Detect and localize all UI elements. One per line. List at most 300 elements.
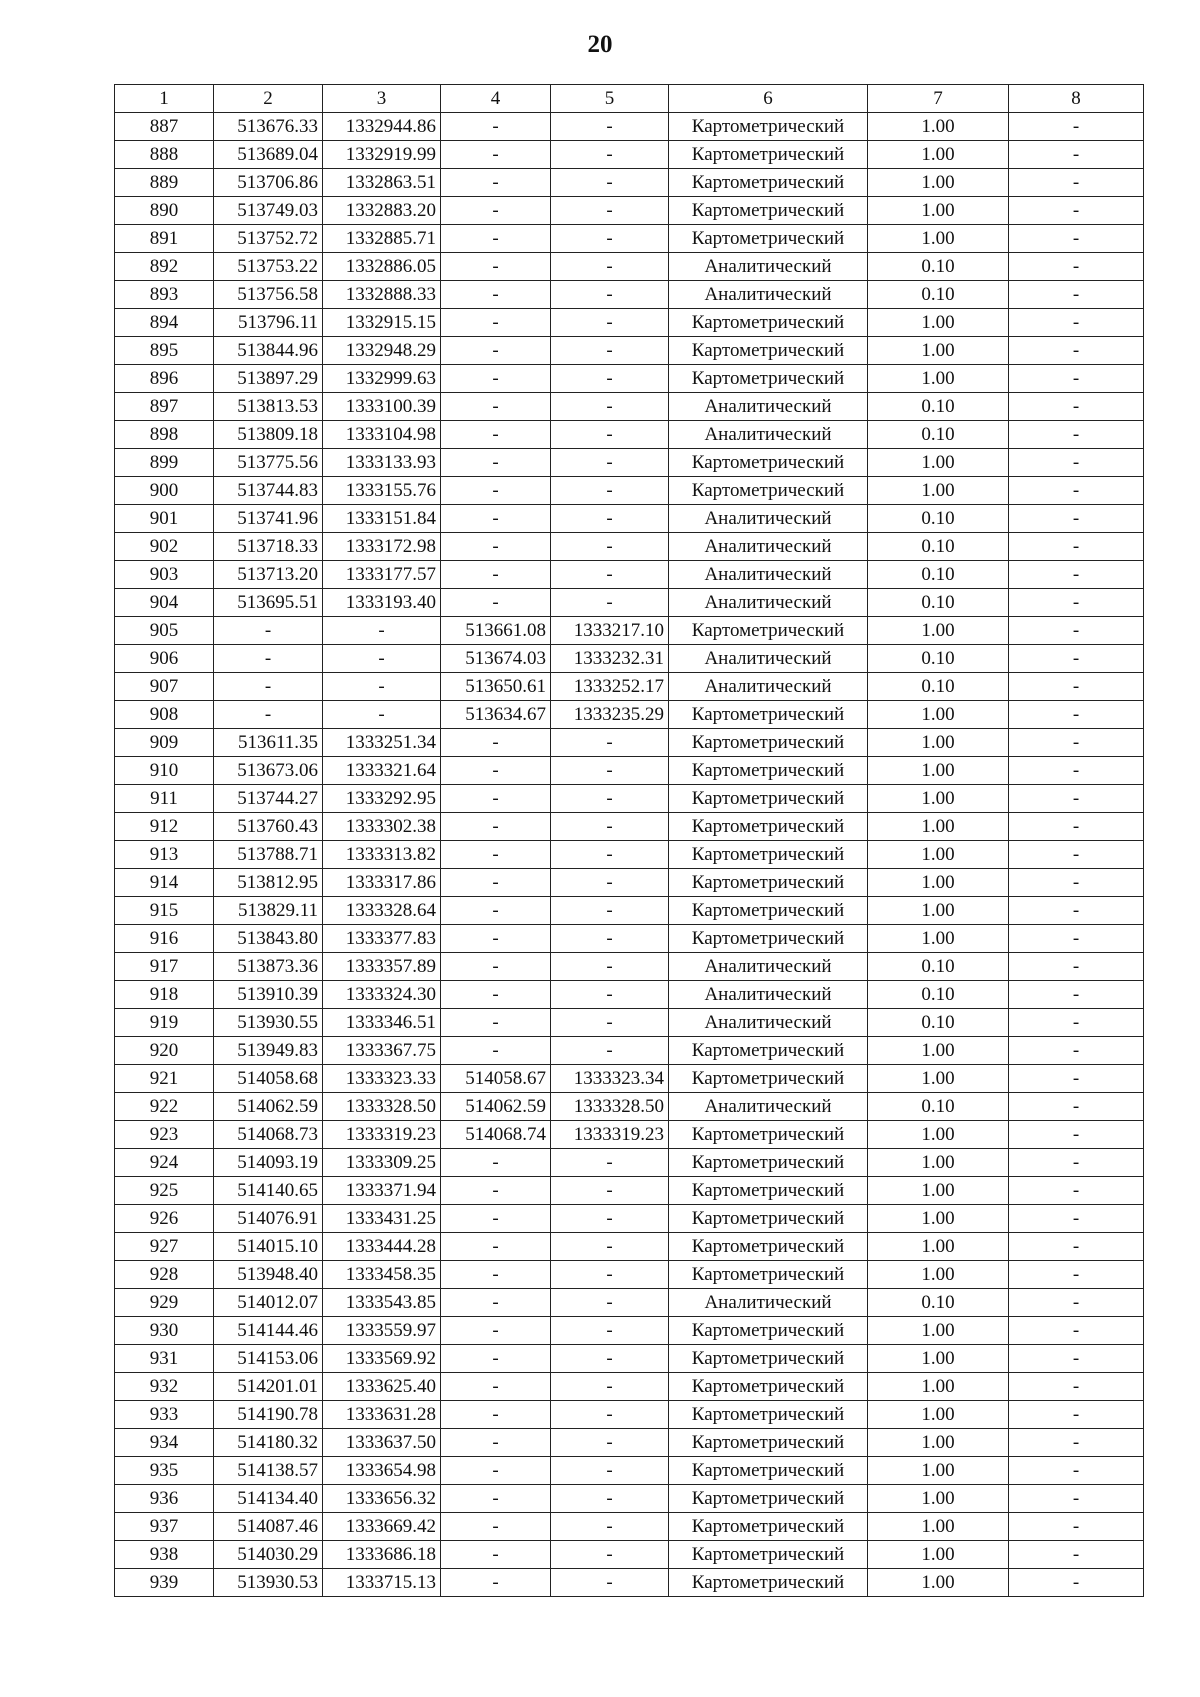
table-row bbox=[115, 1177, 1144, 1205]
y-coordinate-cell: 1333656.32 bbox=[323, 1485, 441, 1513]
y-new-coordinate-cell: - bbox=[551, 1009, 669, 1037]
y-coordinate-cell: 1333654.98 bbox=[323, 1457, 441, 1485]
table-row bbox=[115, 449, 1144, 477]
x-new-coordinate-cell: - bbox=[441, 449, 551, 477]
x-new-coordinate-cell: - bbox=[441, 113, 551, 141]
y-new-coordinate-cell: - bbox=[551, 141, 669, 169]
x-coordinate-cell: 514058.68 bbox=[214, 1065, 323, 1093]
x-coordinate-cell: 514093.19 bbox=[214, 1149, 323, 1177]
x-coordinate-cell: 514144.46 bbox=[214, 1317, 323, 1345]
x-coordinate-cell: 513752.72 bbox=[214, 225, 323, 253]
table-body bbox=[115, 113, 1144, 1597]
x-new-coordinate-cell: - bbox=[441, 1513, 551, 1541]
method-cell: Картометрический bbox=[669, 729, 868, 757]
x-coordinate-cell: 513689.04 bbox=[214, 141, 323, 169]
accuracy-cell: 0.10 bbox=[868, 533, 1009, 561]
method-cell: Аналитический bbox=[669, 1009, 868, 1037]
table-row bbox=[115, 113, 1144, 141]
point-number-cell: 893 bbox=[115, 281, 214, 309]
column-header: 2 bbox=[214, 85, 323, 113]
note-cell: - bbox=[1009, 253, 1144, 281]
note-cell: - bbox=[1009, 449, 1144, 477]
y-coordinate-cell: 1333458.35 bbox=[323, 1261, 441, 1289]
method-cell: Картометрический bbox=[669, 841, 868, 869]
x-coordinate-cell: 513930.55 bbox=[214, 1009, 323, 1037]
y-coordinate-cell: 1333328.50 bbox=[323, 1093, 441, 1121]
method-cell: Картометрический bbox=[669, 1177, 868, 1205]
table-row bbox=[115, 1093, 1144, 1121]
note-cell: - bbox=[1009, 869, 1144, 897]
y-new-coordinate-cell: - bbox=[551, 533, 669, 561]
accuracy-cell: 1.00 bbox=[868, 1205, 1009, 1233]
method-cell: Картометрический bbox=[669, 1569, 868, 1597]
x-coordinate-cell: 513676.33 bbox=[214, 113, 323, 141]
x-coordinate-cell: 513949.83 bbox=[214, 1037, 323, 1065]
x-new-coordinate-cell: - bbox=[441, 953, 551, 981]
x-coordinate-cell: 514190.78 bbox=[214, 1401, 323, 1429]
note-cell: - bbox=[1009, 421, 1144, 449]
x-new-coordinate-cell: - bbox=[441, 141, 551, 169]
table-row bbox=[115, 309, 1144, 337]
point-number-cell: 928 bbox=[115, 1261, 214, 1289]
y-coordinate-cell: 1333321.64 bbox=[323, 757, 441, 785]
accuracy-cell: 1.00 bbox=[868, 365, 1009, 393]
x-coordinate-cell: 514087.46 bbox=[214, 1513, 323, 1541]
y-new-coordinate-cell: - bbox=[551, 449, 669, 477]
y-coordinate-cell: 1333324.30 bbox=[323, 981, 441, 1009]
point-number-cell: 898 bbox=[115, 421, 214, 449]
accuracy-cell: 0.10 bbox=[868, 421, 1009, 449]
table-row bbox=[115, 813, 1144, 841]
x-new-coordinate-cell: - bbox=[441, 1317, 551, 1345]
y-new-coordinate-cell: - bbox=[551, 225, 669, 253]
y-new-coordinate-cell: - bbox=[551, 953, 669, 981]
y-new-coordinate-cell: 1333328.50 bbox=[551, 1093, 669, 1121]
method-cell: Аналитический bbox=[669, 953, 868, 981]
x-coordinate-cell: 514076.91 bbox=[214, 1205, 323, 1233]
method-cell: Картометрический bbox=[669, 225, 868, 253]
note-cell: - bbox=[1009, 113, 1144, 141]
y-coordinate-cell: 1332919.99 bbox=[323, 141, 441, 169]
table-row bbox=[115, 337, 1144, 365]
y-coordinate-cell: 1333177.57 bbox=[323, 561, 441, 589]
y-coordinate-cell: 1333669.42 bbox=[323, 1513, 441, 1541]
note-cell: - bbox=[1009, 925, 1144, 953]
y-coordinate-cell: 1332944.86 bbox=[323, 113, 441, 141]
y-new-coordinate-cell: - bbox=[551, 981, 669, 1009]
method-cell: Картометрический bbox=[669, 1149, 868, 1177]
accuracy-cell: 1.00 bbox=[868, 757, 1009, 785]
table-row bbox=[115, 1205, 1144, 1233]
table-header-row bbox=[115, 85, 1144, 113]
accuracy-cell: 0.10 bbox=[868, 1093, 1009, 1121]
y-new-coordinate-cell: - bbox=[551, 253, 669, 281]
x-coordinate-cell: 513673.06 bbox=[214, 757, 323, 785]
method-cell: Картометрический bbox=[669, 869, 868, 897]
y-new-coordinate-cell: - bbox=[551, 169, 669, 197]
method-cell: Аналитический bbox=[669, 281, 868, 309]
point-number-cell: 935 bbox=[115, 1457, 214, 1485]
note-cell: - bbox=[1009, 1149, 1144, 1177]
y-coordinate-cell: 1333155.76 bbox=[323, 477, 441, 505]
point-number-cell: 929 bbox=[115, 1289, 214, 1317]
accuracy-cell: 1.00 bbox=[868, 477, 1009, 505]
x-coordinate-cell: 513744.27 bbox=[214, 785, 323, 813]
x-new-coordinate-cell: - bbox=[441, 1485, 551, 1513]
y-new-coordinate-cell: - bbox=[551, 561, 669, 589]
method-cell: Картометрический bbox=[669, 141, 868, 169]
method-cell: Картометрический bbox=[669, 701, 868, 729]
x-coordinate-cell: - bbox=[214, 673, 323, 701]
method-cell: Картометрический bbox=[669, 1121, 868, 1149]
point-number-cell: 921 bbox=[115, 1065, 214, 1093]
accuracy-cell: 1.00 bbox=[868, 729, 1009, 757]
table-row bbox=[115, 253, 1144, 281]
x-new-coordinate-cell: - bbox=[441, 505, 551, 533]
point-number-cell: 899 bbox=[115, 449, 214, 477]
y-coordinate-cell: 1333444.28 bbox=[323, 1233, 441, 1261]
x-coordinate-cell: 513843.80 bbox=[214, 925, 323, 953]
y-coordinate-cell: 1333317.86 bbox=[323, 869, 441, 897]
y-new-coordinate-cell: - bbox=[551, 785, 669, 813]
note-cell: - bbox=[1009, 701, 1144, 729]
point-number-cell: 909 bbox=[115, 729, 214, 757]
note-cell: - bbox=[1009, 309, 1144, 337]
method-cell: Картометрический bbox=[669, 1513, 868, 1541]
note-cell: - bbox=[1009, 841, 1144, 869]
x-new-coordinate-cell: - bbox=[441, 225, 551, 253]
note-cell: - bbox=[1009, 561, 1144, 589]
x-new-coordinate-cell: 514068.74 bbox=[441, 1121, 551, 1149]
x-new-coordinate-cell: - bbox=[441, 841, 551, 869]
x-new-coordinate-cell: - bbox=[441, 589, 551, 617]
method-cell: Картометрический bbox=[669, 1541, 868, 1569]
method-cell: Картометрический bbox=[669, 169, 868, 197]
y-coordinate-cell: 1333104.98 bbox=[323, 421, 441, 449]
accuracy-cell: 0.10 bbox=[868, 281, 1009, 309]
y-new-coordinate-cell: - bbox=[551, 1457, 669, 1485]
table-row bbox=[115, 141, 1144, 169]
x-new-coordinate-cell: - bbox=[441, 1177, 551, 1205]
x-new-coordinate-cell: 514062.59 bbox=[441, 1093, 551, 1121]
x-new-coordinate-cell: - bbox=[441, 869, 551, 897]
note-cell: - bbox=[1009, 1569, 1144, 1597]
accuracy-cell: 1.00 bbox=[868, 869, 1009, 897]
method-cell: Картометрический bbox=[669, 1261, 868, 1289]
point-number-cell: 939 bbox=[115, 1569, 214, 1597]
point-number-cell: 904 bbox=[115, 589, 214, 617]
method-cell: Картометрический bbox=[669, 1429, 868, 1457]
y-new-coordinate-cell: - bbox=[551, 1345, 669, 1373]
y-coordinate-cell: 1332915.15 bbox=[323, 309, 441, 337]
y-coordinate-cell: 1333100.39 bbox=[323, 393, 441, 421]
method-cell: Картометрический bbox=[669, 113, 868, 141]
y-new-coordinate-cell: - bbox=[551, 841, 669, 869]
y-coordinate-cell: - bbox=[323, 701, 441, 729]
note-cell: - bbox=[1009, 365, 1144, 393]
x-coordinate-cell: 513897.29 bbox=[214, 365, 323, 393]
point-number-cell: 902 bbox=[115, 533, 214, 561]
y-coordinate-cell: 1332948.29 bbox=[323, 337, 441, 365]
y-coordinate-cell: 1333559.97 bbox=[323, 1317, 441, 1345]
x-new-coordinate-cell: - bbox=[441, 785, 551, 813]
table-row bbox=[115, 393, 1144, 421]
x-new-coordinate-cell: - bbox=[441, 1457, 551, 1485]
column-header: 5 bbox=[551, 85, 669, 113]
method-cell: Картометрический bbox=[669, 1457, 868, 1485]
method-cell: Аналитический bbox=[669, 589, 868, 617]
method-cell: Аналитический bbox=[669, 673, 868, 701]
point-number-cell: 910 bbox=[115, 757, 214, 785]
column-header: 7 bbox=[868, 85, 1009, 113]
y-new-coordinate-cell: - bbox=[551, 729, 669, 757]
y-coordinate-cell: 1333715.13 bbox=[323, 1569, 441, 1597]
y-coordinate-cell: 1333631.28 bbox=[323, 1401, 441, 1429]
y-coordinate-cell: 1333133.93 bbox=[323, 449, 441, 477]
point-number-cell: 918 bbox=[115, 981, 214, 1009]
point-number-cell: 919 bbox=[115, 1009, 214, 1037]
accuracy-cell: 1.00 bbox=[868, 813, 1009, 841]
y-coordinate-cell: 1333357.89 bbox=[323, 953, 441, 981]
method-cell: Аналитический bbox=[669, 533, 868, 561]
y-new-coordinate-cell: - bbox=[551, 1317, 669, 1345]
accuracy-cell: 0.10 bbox=[868, 1289, 1009, 1317]
point-number-cell: 917 bbox=[115, 953, 214, 981]
y-new-coordinate-cell: - bbox=[551, 1485, 669, 1513]
point-number-cell: 926 bbox=[115, 1205, 214, 1233]
table-row bbox=[115, 1569, 1144, 1597]
x-coordinate-cell: 513813.53 bbox=[214, 393, 323, 421]
table-row bbox=[115, 757, 1144, 785]
accuracy-cell: 1.00 bbox=[868, 1373, 1009, 1401]
x-new-coordinate-cell: - bbox=[441, 1149, 551, 1177]
point-number-cell: 889 bbox=[115, 169, 214, 197]
point-number-cell: 906 bbox=[115, 645, 214, 673]
x-coordinate-cell: 514068.73 bbox=[214, 1121, 323, 1149]
method-cell: Картометрический bbox=[669, 197, 868, 225]
accuracy-cell: 1.00 bbox=[868, 1149, 1009, 1177]
accuracy-cell: 0.10 bbox=[868, 981, 1009, 1009]
y-coordinate-cell: 1332883.20 bbox=[323, 197, 441, 225]
x-new-coordinate-cell: - bbox=[441, 813, 551, 841]
method-cell: Картометрический bbox=[669, 1485, 868, 1513]
note-cell: - bbox=[1009, 1541, 1144, 1569]
point-number-cell: 923 bbox=[115, 1121, 214, 1149]
note-cell: - bbox=[1009, 757, 1144, 785]
table-row bbox=[115, 421, 1144, 449]
y-new-coordinate-cell: - bbox=[551, 337, 669, 365]
note-cell: - bbox=[1009, 1289, 1144, 1317]
note-cell: - bbox=[1009, 1121, 1144, 1149]
note-cell: - bbox=[1009, 953, 1144, 981]
point-number-cell: 914 bbox=[115, 869, 214, 897]
table-row bbox=[115, 505, 1144, 533]
x-coordinate-cell: 513809.18 bbox=[214, 421, 323, 449]
y-new-coordinate-cell: - bbox=[551, 1373, 669, 1401]
method-cell: Картометрический bbox=[669, 1233, 868, 1261]
accuracy-cell: 0.10 bbox=[868, 645, 1009, 673]
x-new-coordinate-cell: - bbox=[441, 197, 551, 225]
point-number-cell: 922 bbox=[115, 1093, 214, 1121]
point-number-cell: 927 bbox=[115, 1233, 214, 1261]
note-cell: - bbox=[1009, 1345, 1144, 1373]
y-new-coordinate-cell: - bbox=[551, 869, 669, 897]
x-coordinate-cell: 513930.53 bbox=[214, 1569, 323, 1597]
y-coordinate-cell: 1333309.25 bbox=[323, 1149, 441, 1177]
x-new-coordinate-cell: 513661.08 bbox=[441, 617, 551, 645]
note-cell: - bbox=[1009, 1513, 1144, 1541]
accuracy-cell: 1.00 bbox=[868, 113, 1009, 141]
y-new-coordinate-cell: - bbox=[551, 1177, 669, 1205]
x-coordinate-cell: 513760.43 bbox=[214, 813, 323, 841]
method-cell: Картометрический bbox=[669, 617, 868, 645]
note-cell: - bbox=[1009, 1233, 1144, 1261]
x-coordinate-cell: - bbox=[214, 701, 323, 729]
y-coordinate-cell: 1332863.51 bbox=[323, 169, 441, 197]
y-coordinate-cell: 1332886.05 bbox=[323, 253, 441, 281]
y-new-coordinate-cell: - bbox=[551, 813, 669, 841]
table-row bbox=[115, 477, 1144, 505]
method-cell: Аналитический bbox=[669, 393, 868, 421]
table-row bbox=[115, 645, 1144, 673]
x-new-coordinate-cell: - bbox=[441, 337, 551, 365]
y-coordinate-cell: 1332885.71 bbox=[323, 225, 441, 253]
accuracy-cell: 0.10 bbox=[868, 953, 1009, 981]
point-number-cell: 903 bbox=[115, 561, 214, 589]
point-number-cell: 920 bbox=[115, 1037, 214, 1065]
y-new-coordinate-cell: - bbox=[551, 589, 669, 617]
y-new-coordinate-cell: - bbox=[551, 897, 669, 925]
accuracy-cell: 1.00 bbox=[868, 1065, 1009, 1093]
x-new-coordinate-cell: 514058.67 bbox=[441, 1065, 551, 1093]
note-cell: - bbox=[1009, 785, 1144, 813]
x-coordinate-cell: 513756.58 bbox=[214, 281, 323, 309]
point-number-cell: 913 bbox=[115, 841, 214, 869]
x-coordinate-cell: 513788.71 bbox=[214, 841, 323, 869]
point-number-cell: 930 bbox=[115, 1317, 214, 1345]
accuracy-cell: 1.00 bbox=[868, 925, 1009, 953]
x-coordinate-cell: 513713.20 bbox=[214, 561, 323, 589]
method-cell: Картометрический bbox=[669, 449, 868, 477]
x-new-coordinate-cell: - bbox=[441, 309, 551, 337]
y-coordinate-cell: - bbox=[323, 673, 441, 701]
x-coordinate-cell: 513844.96 bbox=[214, 337, 323, 365]
y-coordinate-cell: 1333346.51 bbox=[323, 1009, 441, 1037]
y-coordinate-cell: 1333543.85 bbox=[323, 1289, 441, 1317]
x-new-coordinate-cell: - bbox=[441, 1401, 551, 1429]
point-number-cell: 911 bbox=[115, 785, 214, 813]
coordinates-table bbox=[114, 84, 1144, 1597]
x-new-coordinate-cell: - bbox=[441, 169, 551, 197]
note-cell: - bbox=[1009, 1373, 1144, 1401]
accuracy-cell: 1.00 bbox=[868, 897, 1009, 925]
y-coordinate-cell: - bbox=[323, 645, 441, 673]
accuracy-cell: 1.00 bbox=[868, 1541, 1009, 1569]
y-new-coordinate-cell: 1333319.23 bbox=[551, 1121, 669, 1149]
table-row bbox=[115, 925, 1144, 953]
method-cell: Картометрический bbox=[669, 477, 868, 505]
y-new-coordinate-cell: - bbox=[551, 1569, 669, 1597]
accuracy-cell: 1.00 bbox=[868, 169, 1009, 197]
y-new-coordinate-cell: 1333252.17 bbox=[551, 673, 669, 701]
table-row bbox=[115, 1289, 1144, 1317]
x-new-coordinate-cell: - bbox=[441, 253, 551, 281]
accuracy-cell: 1.00 bbox=[868, 1429, 1009, 1457]
note-cell: - bbox=[1009, 1009, 1144, 1037]
accuracy-cell: 1.00 bbox=[868, 1457, 1009, 1485]
y-coordinate-cell: 1333172.98 bbox=[323, 533, 441, 561]
accuracy-cell: 1.00 bbox=[868, 1345, 1009, 1373]
x-coordinate-cell: 514140.65 bbox=[214, 1177, 323, 1205]
table-row bbox=[115, 1373, 1144, 1401]
table-row bbox=[115, 1317, 1144, 1345]
table-row bbox=[115, 869, 1144, 897]
x-new-coordinate-cell: - bbox=[441, 1261, 551, 1289]
y-coordinate-cell: 1333251.34 bbox=[323, 729, 441, 757]
table-row bbox=[115, 897, 1144, 925]
x-new-coordinate-cell: - bbox=[441, 1009, 551, 1037]
column-header: 8 bbox=[1009, 85, 1144, 113]
point-number-cell: 932 bbox=[115, 1373, 214, 1401]
y-coordinate-cell: 1333625.40 bbox=[323, 1373, 441, 1401]
point-number-cell: 934 bbox=[115, 1429, 214, 1457]
x-new-coordinate-cell: - bbox=[441, 757, 551, 785]
x-coordinate-cell: 513948.40 bbox=[214, 1261, 323, 1289]
accuracy-cell: 1.00 bbox=[868, 785, 1009, 813]
accuracy-cell: 1.00 bbox=[868, 1317, 1009, 1345]
y-coordinate-cell: 1333313.82 bbox=[323, 841, 441, 869]
table-row bbox=[115, 169, 1144, 197]
x-coordinate-cell: 513744.83 bbox=[214, 477, 323, 505]
point-number-cell: 905 bbox=[115, 617, 214, 645]
y-coordinate-cell: 1333377.83 bbox=[323, 925, 441, 953]
x-new-coordinate-cell: - bbox=[441, 533, 551, 561]
note-cell: - bbox=[1009, 141, 1144, 169]
point-number-cell: 890 bbox=[115, 197, 214, 225]
method-cell: Аналитический bbox=[669, 645, 868, 673]
y-new-coordinate-cell: - bbox=[551, 1289, 669, 1317]
point-number-cell: 895 bbox=[115, 337, 214, 365]
table-row bbox=[115, 701, 1144, 729]
table-row bbox=[115, 1009, 1144, 1037]
accuracy-cell: 0.10 bbox=[868, 505, 1009, 533]
x-new-coordinate-cell: 513650.61 bbox=[441, 673, 551, 701]
y-coordinate-cell: 1333323.33 bbox=[323, 1065, 441, 1093]
accuracy-cell: 1.00 bbox=[868, 141, 1009, 169]
x-coordinate-cell: 513718.33 bbox=[214, 533, 323, 561]
x-coordinate-cell: 513695.51 bbox=[214, 589, 323, 617]
accuracy-cell: 1.00 bbox=[868, 1569, 1009, 1597]
y-new-coordinate-cell: - bbox=[551, 197, 669, 225]
point-number-cell: 907 bbox=[115, 673, 214, 701]
y-coordinate-cell: 1333151.84 bbox=[323, 505, 441, 533]
y-coordinate-cell: 1333371.94 bbox=[323, 1177, 441, 1205]
y-new-coordinate-cell: - bbox=[551, 1401, 669, 1429]
accuracy-cell: 1.00 bbox=[868, 1513, 1009, 1541]
y-coordinate-cell: 1332999.63 bbox=[323, 365, 441, 393]
method-cell: Картометрический bbox=[669, 1373, 868, 1401]
note-cell: - bbox=[1009, 897, 1144, 925]
column-header: 1 bbox=[115, 85, 214, 113]
accuracy-cell: 1.00 bbox=[868, 1177, 1009, 1205]
table-row bbox=[115, 1457, 1144, 1485]
note-cell: - bbox=[1009, 533, 1144, 561]
note-cell: - bbox=[1009, 1429, 1144, 1457]
y-coordinate-cell: 1333431.25 bbox=[323, 1205, 441, 1233]
accuracy-cell: 0.10 bbox=[868, 589, 1009, 617]
note-cell: - bbox=[1009, 1177, 1144, 1205]
x-coordinate-cell: 513741.96 bbox=[214, 505, 323, 533]
